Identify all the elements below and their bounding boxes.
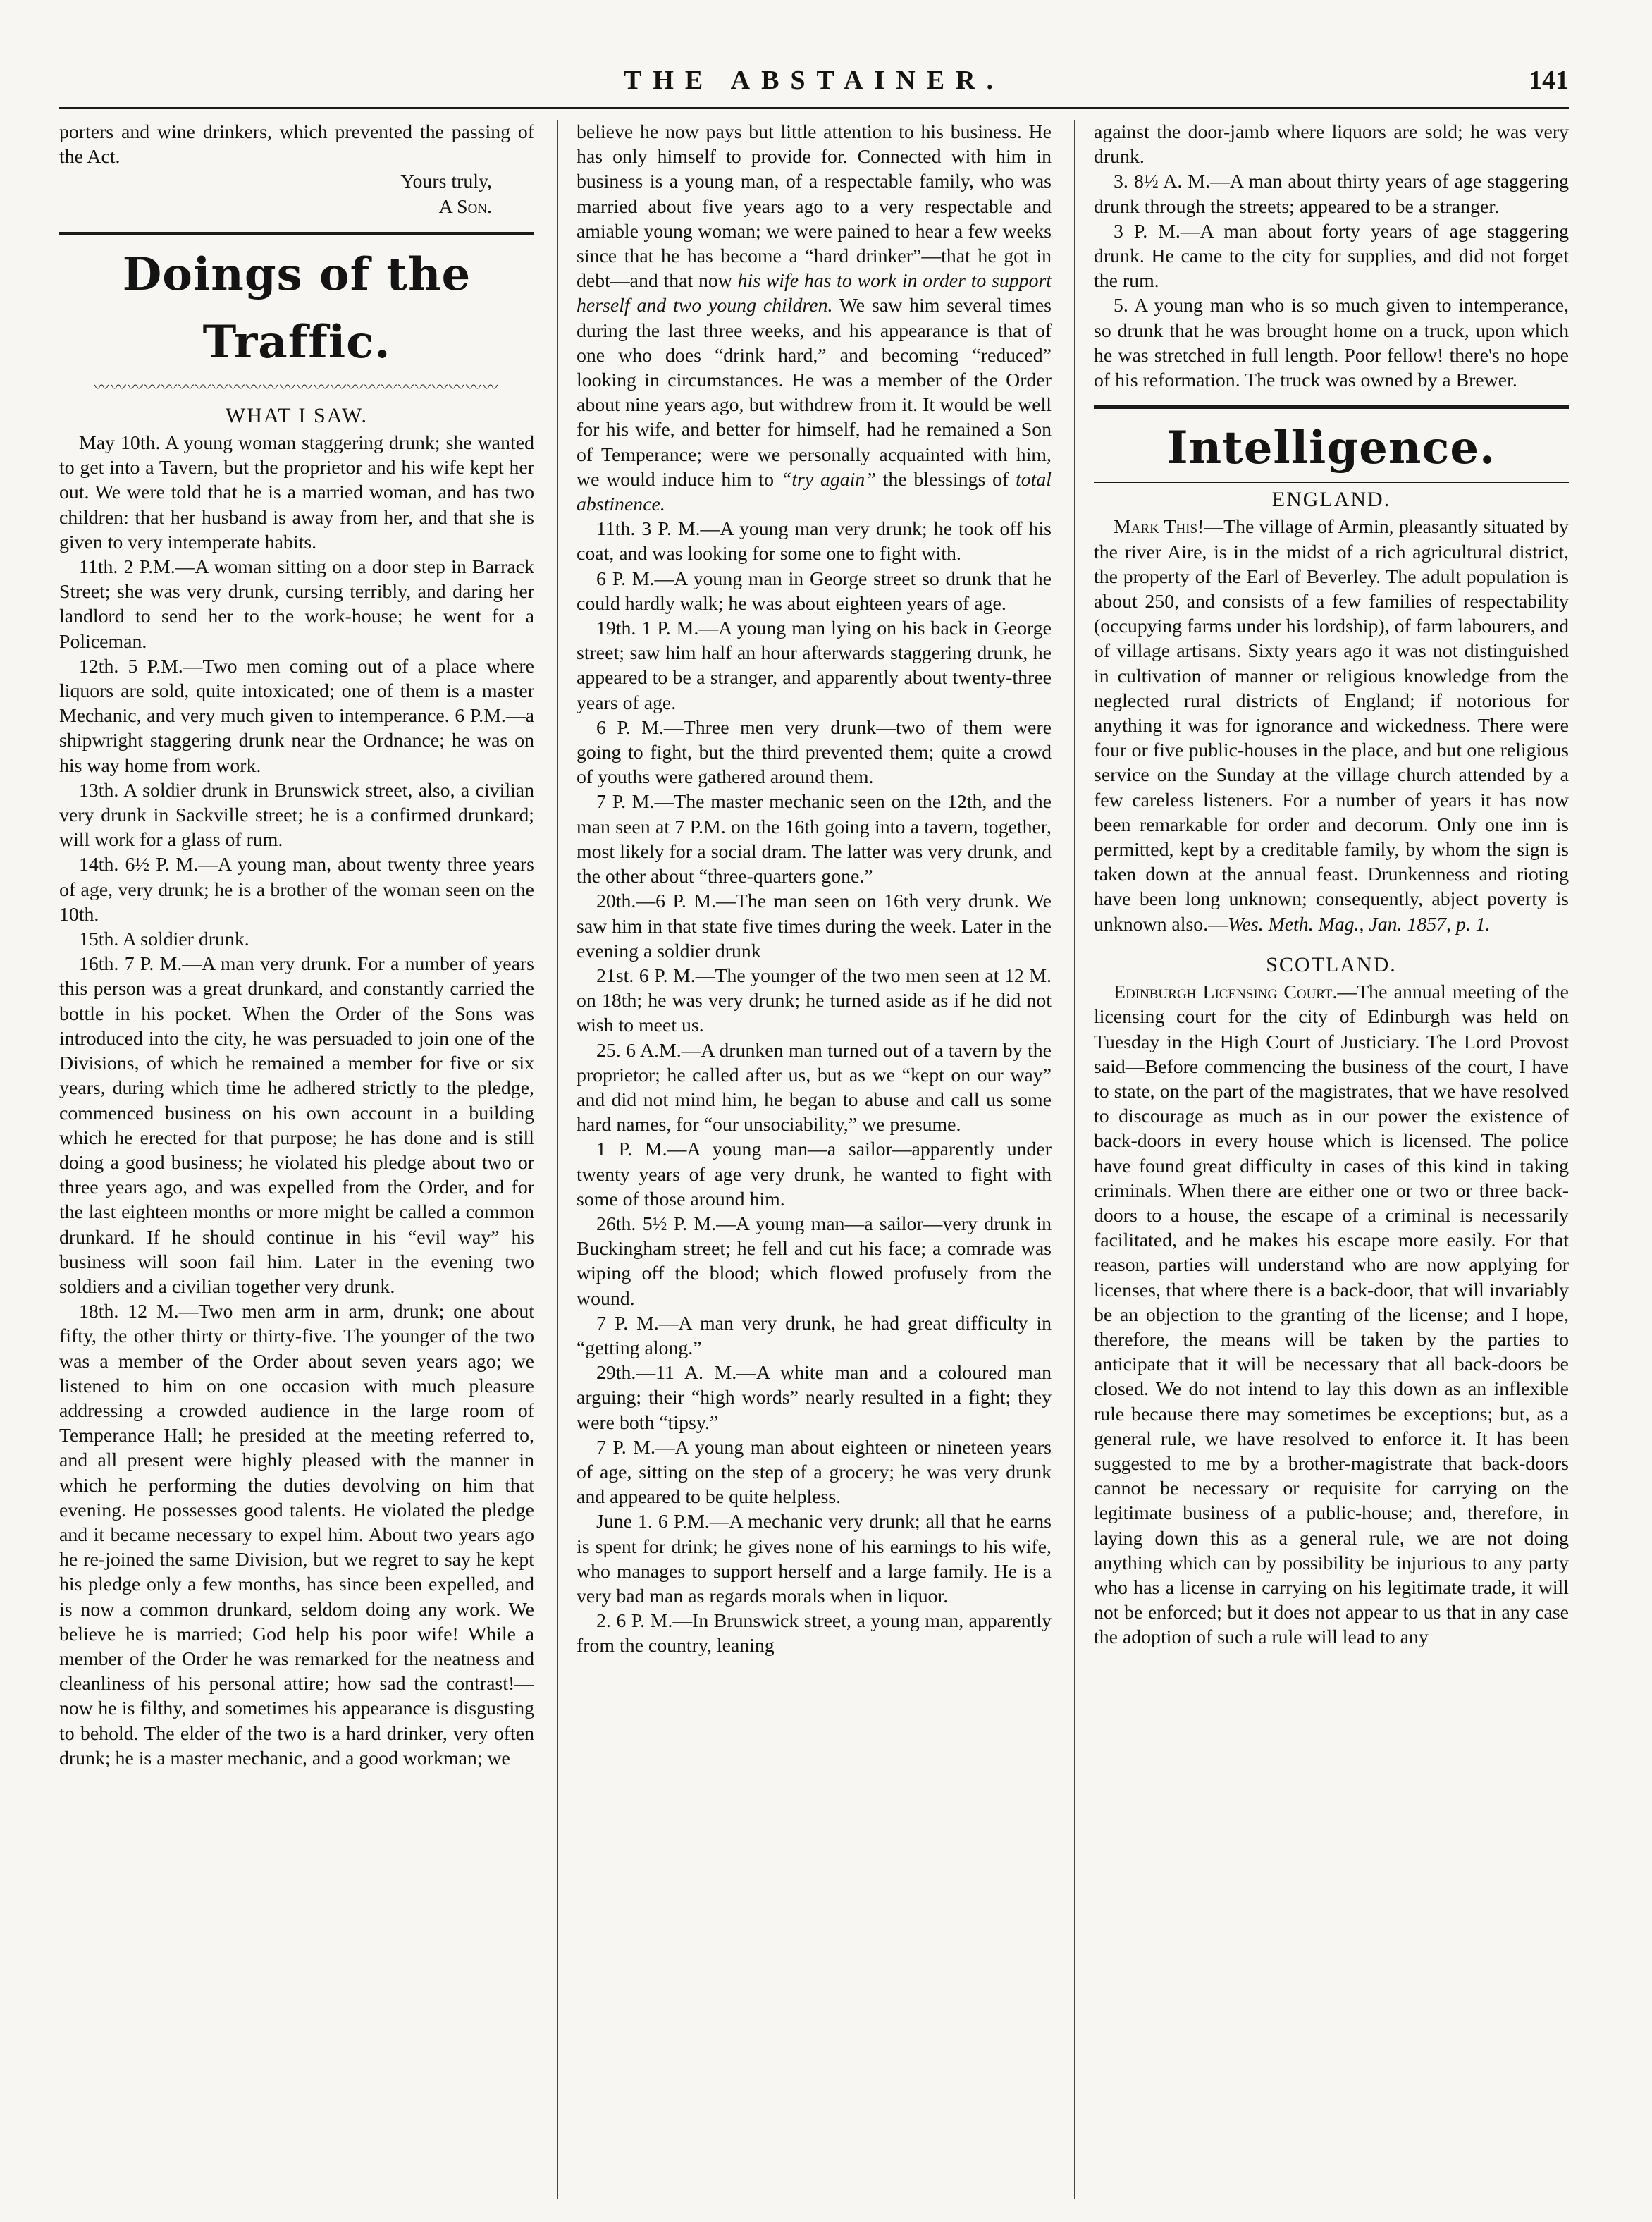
entry: 5. A young man who is so much given to intemperance, so drunk that he was brought home on a truck, upon which he was stretched in full length. Poor fellow! there's no hope of his reformation. The truck was owned by a Brewer. bbox=[1094, 295, 1569, 392]
header-rule bbox=[59, 107, 1569, 109]
entry: 3 P. M.—A man about forty years of age staggering drunk. He came to the city for supplies, and did not forget the rum. bbox=[1094, 220, 1569, 293]
entry: 11th. 3 P. M.—A young man very drunk; he took off his coat, and was looking for some one to fight with. bbox=[577, 518, 1052, 565]
news-source: Wes. Meth. Mag., Jan. 1857, p. 1. bbox=[1227, 913, 1491, 935]
entry: 6 P. M.—A young man in George street so drunk that he could hardly walk; he was about eighteen years of age. bbox=[577, 567, 1052, 615]
section-rule-thin bbox=[1094, 482, 1569, 483]
column-3 bbox=[1094, 120, 1569, 2206]
letter-continuation: porters and wine drinkers, which prevented the passing of the Act. bbox=[59, 121, 534, 168]
section-rule bbox=[1094, 405, 1569, 409]
entry: 12th. 5 P.M.—Two men coming out of a place where liquors are sold, quite intoxicated; one of them is a master Mechanic, and very much given to intemperance. 6 P.M.—a shipwright staggering drunk near the Ordnance; he was on his way home from work. bbox=[59, 655, 534, 777]
entry: 29th.—11 A. M.—A white man and a coloured man arguing; their “high words” nearly resulted in a fight; they were both “tipsy.” bbox=[577, 1362, 1052, 1434]
news-text: —The annual meeting of the licensing court for the city of Edinburgh was held on Tuesday in the High Court of Justiciary. The Lord Provost said—Before commencing the business of the court, I have to state, on the part of the magistrates, that we have resolved to discourage as much as in our power the existence of back-doors in every house which is licensed. The police have found great difficulty in cases of this kind in taking criminals. When there are either one or two or three back-doors to a house, the escape of a criminal is necessarily facilitated, and he makes his escape more easily. For that reason, parties will understand who are now applying for licenses, that where there is a back-door, that will invariably be an objection to the granting of the license; and I hope, therefore, the means will be taken by the parties to anticipate that it will be necessary that all back-doors be closed. We do not intend to lay this down as an inflexible rule because there may sometimes be exceptions; but, as a general rule, we have resolved to enforce it. It has been suggested to me by a brother-magistrate that back-doors cannot be necessary or requisite for carrying on the legitimate business of a public-house; and, therefore, in laying down this as a general rule, we are not doing anything which can by possibility be injurious to any party who has a license in carrying on his legitimate trade, it will not be enforced; but it does not appear to us that in any case the adoption of such a rule will lead to any bbox=[1094, 981, 1569, 1649]
column-divider bbox=[1074, 120, 1075, 2199]
column-1 bbox=[59, 120, 534, 2206]
section-title-doings: Doings of the Traffic. bbox=[122, 247, 471, 369]
italic-phrase: “try again” bbox=[780, 468, 876, 491]
italic-phrase: his wife has to work in order to support herself and two young children. bbox=[577, 270, 1052, 317]
news-text: —The village of Armin, pleasantly situated by the river Aire, is in the midst of a rich agricultural district, the property of the Earl of Beverley. The adult population is about 250, and consists of a few families of respectability (occupying farms under his lordship), of farm labourers, and of village artisans. Sixty years ago it was not distinguished in cultivation of manner or religious knowledge from the neglected rural districts of England; if notorious for anything it was for ignorance and wickedness. There were four or five public-houses in the place, and but one religious service on the Sunday at the village church attended by a few careless listeners. For a number of years it has now been remarkable for order and decorum. Only one inn is permitted, kept by a creditable family, by whom the sign is taken down at the annual feast. Drunkenness and rioting have been long unknown; consequently, abject poverty is unknown also.— bbox=[1094, 516, 1569, 935]
letter-signature: A Son. bbox=[438, 195, 492, 218]
entry-continued: against the door-jamb where liquors are sold; he was very drunk. bbox=[1094, 121, 1569, 168]
entry: June 1. 6 P.M.—A mechanic very drunk; all that he earns is spent for drink; he gives none of his earnings to his wife, who manages to support herself and a large family. He is a very bad man as regards morals when in liquor. bbox=[577, 1511, 1052, 1607]
page-header bbox=[59, 65, 1569, 104]
news-item-scotland bbox=[1094, 980, 1569, 1650]
entry: 25. 6 A.M.—A drunken man turned out of a tavern by the proprietor; he called after us, but as we “kept on our way” and did not mind him, he began to abuse and call us some hard names, for “our unsociability,” we presume. bbox=[577, 1039, 1052, 1136]
entry: 7 P. M.—A young man about eighteen or nineteen years of age, sitting on the step of a grocery; he was very drunk and appeared to be quite helpless. bbox=[577, 1436, 1052, 1509]
entry: 21st. 6 P. M.—The younger of the two men seen at 12 M. on 18th; he was very drunk; he turned aside as if he did not wish to meet us. bbox=[577, 964, 1052, 1037]
entry: 7 P. M.—The master mechanic seen on the 12th, and the man seen at 7 P.M. on the 16th going into a tavern, together, most likely for a social dram. The latter was very drunk, and the other about “three-quarters gone.” bbox=[577, 791, 1052, 888]
region-heading-england: ENGLAND. bbox=[1271, 488, 1391, 512]
entry: May 10th. A young woman staggering drunk; she wanted to get into a Tavern, but the proprietor and his wife kept her out. We were told that he is a married woman, and has two children: that her husband is away from her, and that she is given to very intemperate habits. bbox=[59, 432, 534, 553]
entry: 2. 6 P. M.—In Brunswick street, a young man, apparently from the country, leaning bbox=[577, 1610, 1052, 1657]
news-lead: Edinburgh Licensing Court. bbox=[1114, 981, 1338, 1004]
entry-text: We saw him several times during the last three weeks, and his appearance is that of one who does “drink hard,” and becoming “reduced” looking in circumstances. He was a member of the Order about nine years ago, but withdrew from it. It would be well for his wife, and better for himself, had he remained a Son of Temperance; were we personally acquainted with him, we would induce him to bbox=[577, 295, 1052, 491]
entry: 6 P. M.—Three men very drunk—two of them were going to fight, but the third prevented them; quite a crowd of youths were gathered around them. bbox=[577, 716, 1052, 789]
entry-text: believe he now pays but little attention to his business. He has only himself to provide for. Connected with him in business is a young man, of a respectable family, who was married about five years ago to a very respectable and amiable young woman; we were pained to hear a few weeks since that he has become a “hard drinker”—that he got in debt—and that now bbox=[577, 121, 1052, 293]
column-divider bbox=[557, 120, 558, 2199]
entry-text: the blessings of bbox=[882, 468, 1009, 491]
italic-phrase: total abstinence. bbox=[577, 468, 1052, 516]
news-lead: Mark This! bbox=[1114, 516, 1204, 539]
entry: 18th. 12 M.—Two men arm in arm, drunk; one about fifty, the other thirty or thirty-five. The younger of the two was a member of the Order about seven years ago; we listened to him on one occasion with much pleasure addressing a crowded audience in the large room of Temperance Hall; he presided at the meeting referred to, and all present were highly pleased with the manner in which he performing the duties devolving on him that evening. He possesses good talents. He violated the pledge and it became necessary to expel him. About two years ago he re-joined the same Division, but we regret to say he kept his pledge only a few months, has since been expelled, and is now a common drunkard, seldom doing any work. We believe he is married; God help his poor wife! While a member of the Order he was remarked for the neatness and cleanliness of his personal attire; how sad the contrast!—now he is filthy, and sometimes his appearance is disgusting to behold. The elder of the two is a hard drinker, very often drunk; he is a master mechanic, and a good workman; we bbox=[59, 1301, 534, 1769]
subsection-title: WHAT I SAW. bbox=[225, 403, 369, 427]
entry: 19th. 1 P. M.—A young man lying on his back in George street; saw him half an hour afterwards staggering drunk, he appeared to be a stranger, and apparently about twenty-three years of age. bbox=[577, 618, 1052, 714]
section-title-intelligence: Intelligence. bbox=[1166, 422, 1496, 475]
entry: 3. 8½ A. M.—A man about thirty years of age staggering drunk through the streets; appeared to be a stranger. bbox=[1094, 171, 1569, 218]
ornamental-rule: 〰〰〰〰〰〰〰〰〰〰〰〰〰〰〰〰〰〰〰〰〰〰〰〰 bbox=[93, 379, 500, 396]
page-number: 141 bbox=[1529, 66, 1569, 95]
column-2 bbox=[577, 120, 1052, 2206]
entry: 20th.—6 P. M.—The man seen on 16th very drunk. We saw him in that state five times during the week. Later in the evening a soldier drunk bbox=[577, 890, 1052, 962]
running-head: THE ABSTAINER. bbox=[623, 66, 1005, 95]
entry: 26th. 5½ P. M.—A young man—a sailor—very drunk in Buckingham street; he fell and cut his face; a comrade was wiping off the blood; which flowed profusely from the wound. bbox=[577, 1213, 1052, 1310]
entry-continued bbox=[577, 120, 1052, 517]
entry: 13th. A soldier drunk in Brunswick street, also, a civilian very drunk in Sackville street; he is a confirmed drunkard; will work for a glass of rum. bbox=[59, 779, 534, 852]
entry: 1 P. M.—A young man—a sailor—apparently under twenty years of age very drunk, he wanted to fight with some of those around him. bbox=[577, 1138, 1052, 1210]
entry: 11th. 2 P.M.—A woman sitting on a door step in Barrack Street; she was very drunk, cursing terribly, and daring her landlord to send her to the work-house; he went for a Policeman. bbox=[59, 556, 534, 653]
entry: 14th. 6½ P. M.—A young man, about twenty three years of age, very drunk; he is a brother of the woman seen on the 10th. bbox=[59, 854, 534, 926]
letter-closing: Yours truly, bbox=[400, 171, 492, 193]
entry: 7 P. M.—A man very drunk, he had great difficulty in “getting along.” bbox=[577, 1312, 1052, 1359]
section-rule bbox=[59, 232, 534, 235]
entry: 15th. A soldier drunk. bbox=[79, 928, 249, 951]
region-heading-scotland: SCOTLAND. bbox=[1266, 952, 1397, 976]
news-item-england bbox=[1094, 515, 1569, 936]
entry: 16th. 7 P. M.—A man very drunk. For a number of years this person was a great drunkard, and constantly carried the bottle in his pocket. When the Order of the Sons was introduced into the city, he was persuaded to join one of the Divisions, of which he remained a member for five or six years, during which time he adhered strictly to the pledge, commenced business on his own account in a building which he erected for that purpose; he has done and is still doing a good business; he violated his pledge about two or three years ago, and was expelled from the Order, and for the last eighteen months or more might be called a common drunkard. If he should continue in his “evil way” his business will soon fail him. Later in the evening two soldiers and a civilian together very drunk. bbox=[59, 953, 534, 1298]
